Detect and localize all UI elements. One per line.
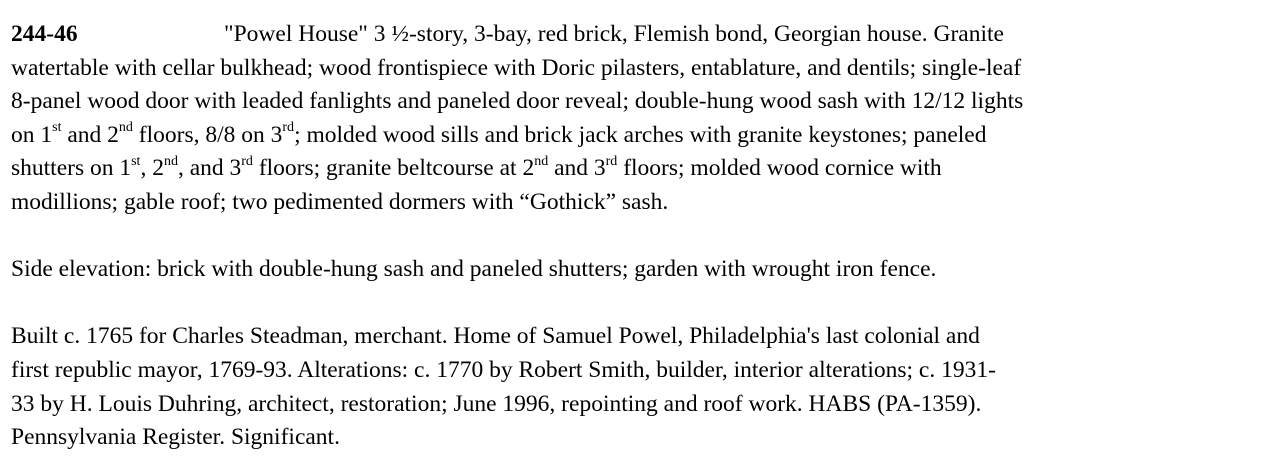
entry-header-line bbox=[11, 18, 1273, 52]
ordinal-suffix: nd bbox=[534, 153, 549, 169]
description-line-1: "Powel House" 3 ½-story, 3-bay, red brick, Flemish bond, Georgian house. Granite bbox=[224, 21, 1004, 47]
ordinal-suffix: st bbox=[131, 153, 141, 169]
text-run: , and 3 bbox=[177, 155, 242, 182]
text-run: and 2 bbox=[61, 121, 119, 148]
entry-id: 244-46 bbox=[11, 21, 78, 47]
paragraph-spacer bbox=[11, 287, 1273, 321]
text-run: and 3 bbox=[548, 155, 606, 182]
text-run: floors, 8/8 on 3 bbox=[132, 121, 283, 148]
ordinal-suffix: nd bbox=[163, 153, 178, 169]
text-run: , 2 bbox=[140, 155, 164, 182]
history-line-1: Built c. 1765 for Charles Steadman, merchant. Home of Samuel Powel, Philadelphia's last colonial and bbox=[11, 323, 980, 350]
ordinal-suffix: nd bbox=[118, 119, 133, 135]
paragraph-spacer bbox=[11, 220, 1273, 254]
description-line-2: watertable with cellar bulkhead; wood frontispiece with Doric pilasters, entablature, and dentils; single-leaf bbox=[11, 54, 1022, 81]
text-run: on 1 bbox=[11, 121, 53, 148]
history-line-3: 33 by H. Louis Duhring, architect, restoration; June 1996, repointing and roof work. HABS (PA-1359). bbox=[11, 390, 982, 417]
text-run: shutters on 1 bbox=[11, 155, 132, 182]
description-line-5 bbox=[11, 152, 1273, 186]
description-line-3: 8-panel wood door with leaded fanlights and paneled door reveal; double-hung wood sash with 12/12 lights bbox=[11, 88, 1024, 115]
history-line-4: Pennsylvania Register. Significant. bbox=[11, 424, 340, 451]
ordinal-suffix: rd bbox=[282, 119, 295, 135]
side-elevation-paragraph: Side elevation: brick with double-hung sash and paneled shutters; garden with wrought iron fence. bbox=[11, 256, 937, 283]
text-run: floors; molded wood cornice with bbox=[617, 155, 942, 182]
ordinal-suffix: rd bbox=[241, 153, 253, 169]
description-line-6: modillions; gable roof; two pedimented dormers with “Gothick” sash. bbox=[11, 188, 669, 215]
ordinal-suffix: st bbox=[52, 119, 62, 135]
text-run: floors; granite beltcourse at 2 bbox=[252, 155, 535, 182]
description-line-4 bbox=[11, 119, 1273, 153]
text-run: ; molded wood sills and brick jack arches with granite keystones; paneled bbox=[294, 121, 987, 148]
ordinal-suffix: rd bbox=[605, 153, 618, 169]
inventory-entry bbox=[11, 18, 1273, 455]
history-line-2: first republic mayor, 1769-93. Alterations: c. 1770 by Robert Smith, builder, interior alterations; c. 1931- bbox=[11, 356, 996, 383]
